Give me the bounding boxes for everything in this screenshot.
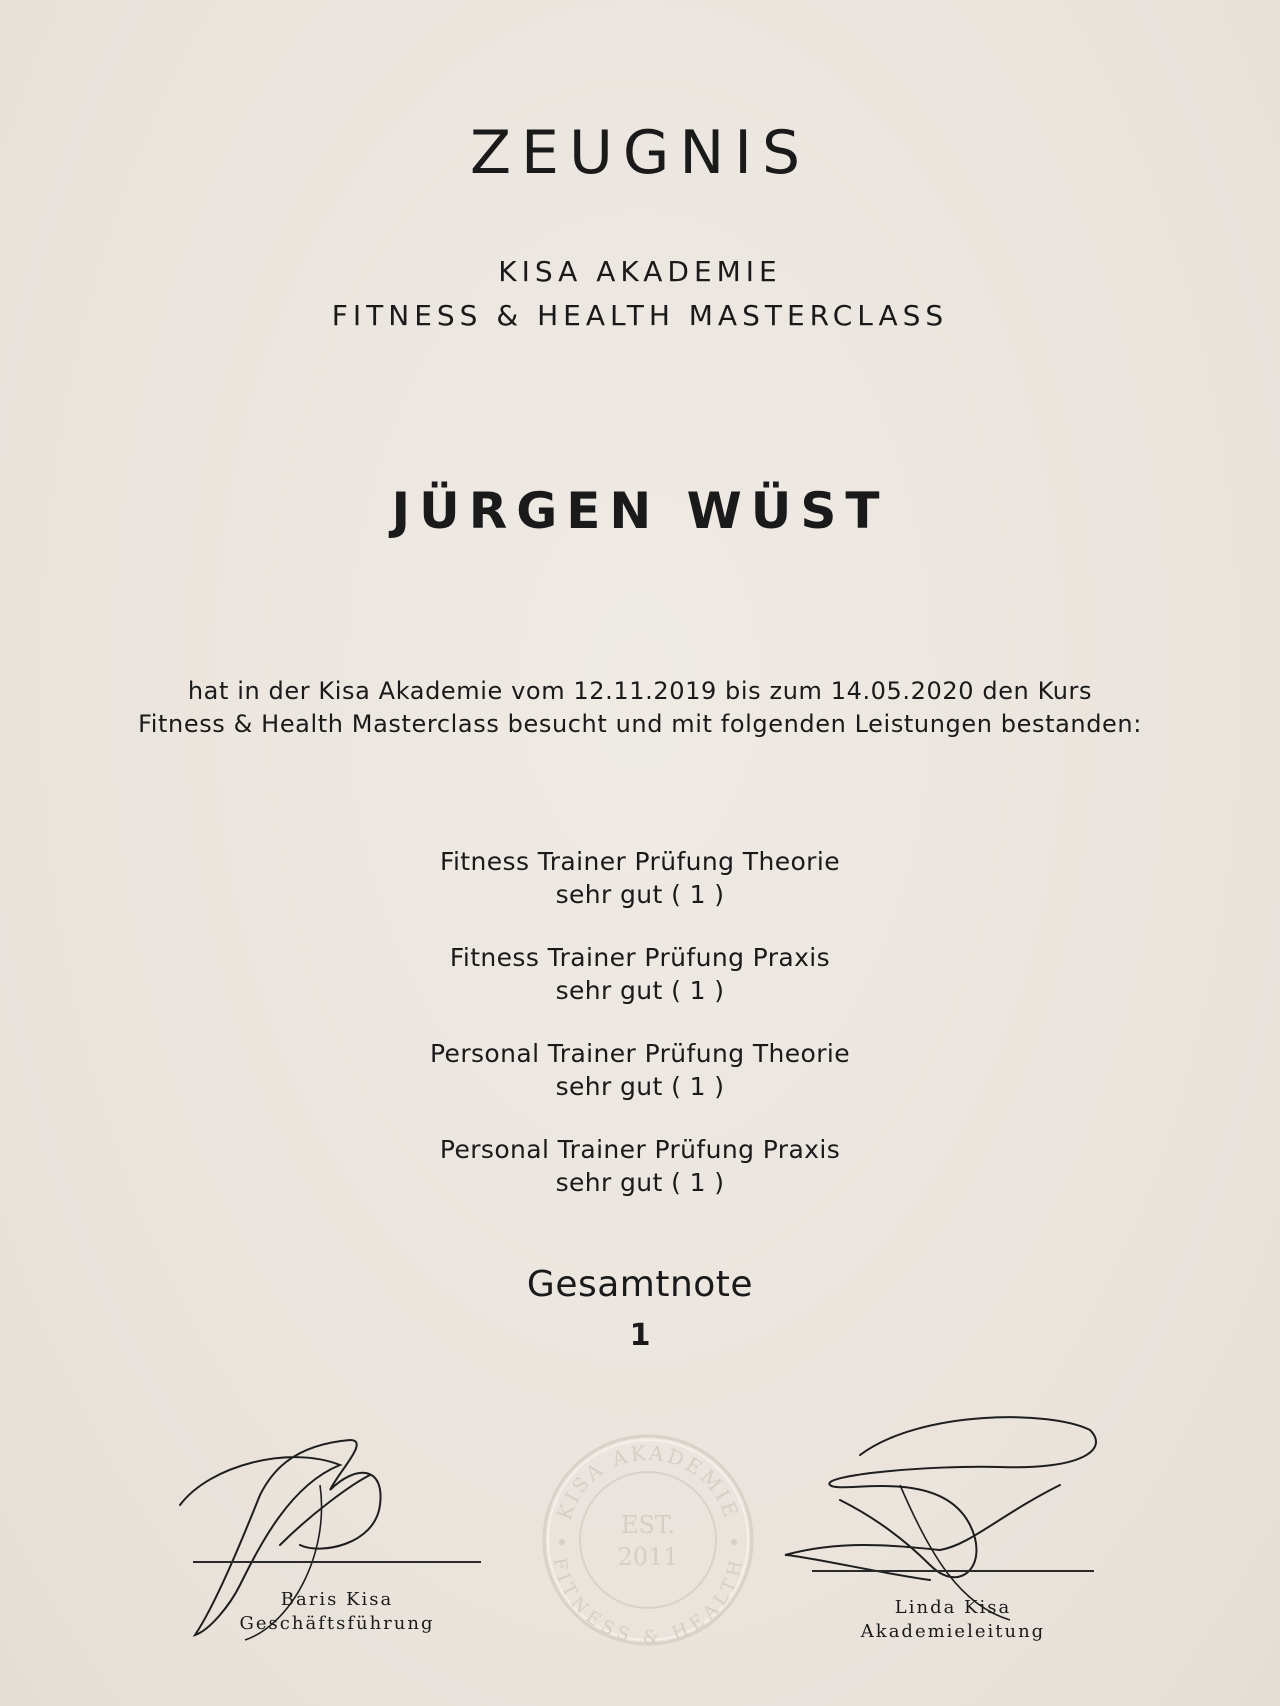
exam-name: Personal Trainer Prüfung Theorie [429, 1039, 851, 1068]
intro-line-1: hat in der Kisa Akademie vom 12.11.2019 bis zum 14.05.2020 den Kurs [187, 677, 1093, 705]
exam-list [0, 845, 1280, 1229]
seal-est-text: EST. [620, 1511, 676, 1539]
right-signatory-role: Akademieleitung [860, 1621, 1046, 1642]
exam-item [0, 1037, 1280, 1103]
seal-year-text: 2011 [617, 1543, 679, 1571]
left-signatory-role: Geschäftsführung [239, 1613, 435, 1634]
right-signatory-name: Linda Kisa [894, 1597, 1012, 1618]
exam-name: Fitness Trainer Prüfung Praxis [449, 943, 831, 972]
academy-name: KISA AKADEMIE [498, 255, 782, 288]
right-signatory [812, 1596, 1094, 1644]
embossed-seal [538, 1430, 758, 1650]
exam-item [0, 941, 1280, 1007]
intro-line-2: Fitness & Health Masterclass besucht und mit folgenden Leistungen bestanden: [138, 710, 1142, 738]
recipient-name: JÜRGEN WÜST [391, 482, 889, 540]
exam-grade: sehr gut ( 1 ) [555, 880, 725, 909]
left-signatory [193, 1588, 481, 1636]
total-grade-value: 1 [629, 1318, 651, 1353]
total-grade-label: Gesamtnote [526, 1264, 754, 1305]
exam-grade: sehr gut ( 1 ) [555, 1072, 725, 1101]
exam-item [0, 1133, 1280, 1199]
exam-item [0, 845, 1280, 911]
left-signature-line [193, 1561, 481, 1563]
seal-top-text: KISA AKADEMIE [551, 1440, 745, 1523]
exam-name: Personal Trainer Prüfung Praxis [439, 1135, 841, 1164]
course-name: FITNESS & HEALTH MASTERCLASS [331, 299, 949, 332]
document-title: ZEUGNIS [469, 118, 811, 188]
left-signatory-name: Baris Kisa [280, 1589, 394, 1610]
exam-name: Fitness Trainer Prüfung Theorie [440, 847, 840, 876]
right-signature-graphic [780, 1405, 1100, 1625]
exam-grade: sehr gut ( 1 ) [555, 1168, 725, 1197]
exam-grade: sehr gut ( 1 ) [555, 976, 725, 1005]
seal-bottom-text: FITNESS & HEALTH [548, 1555, 748, 1649]
right-signature-line [812, 1570, 1094, 1572]
